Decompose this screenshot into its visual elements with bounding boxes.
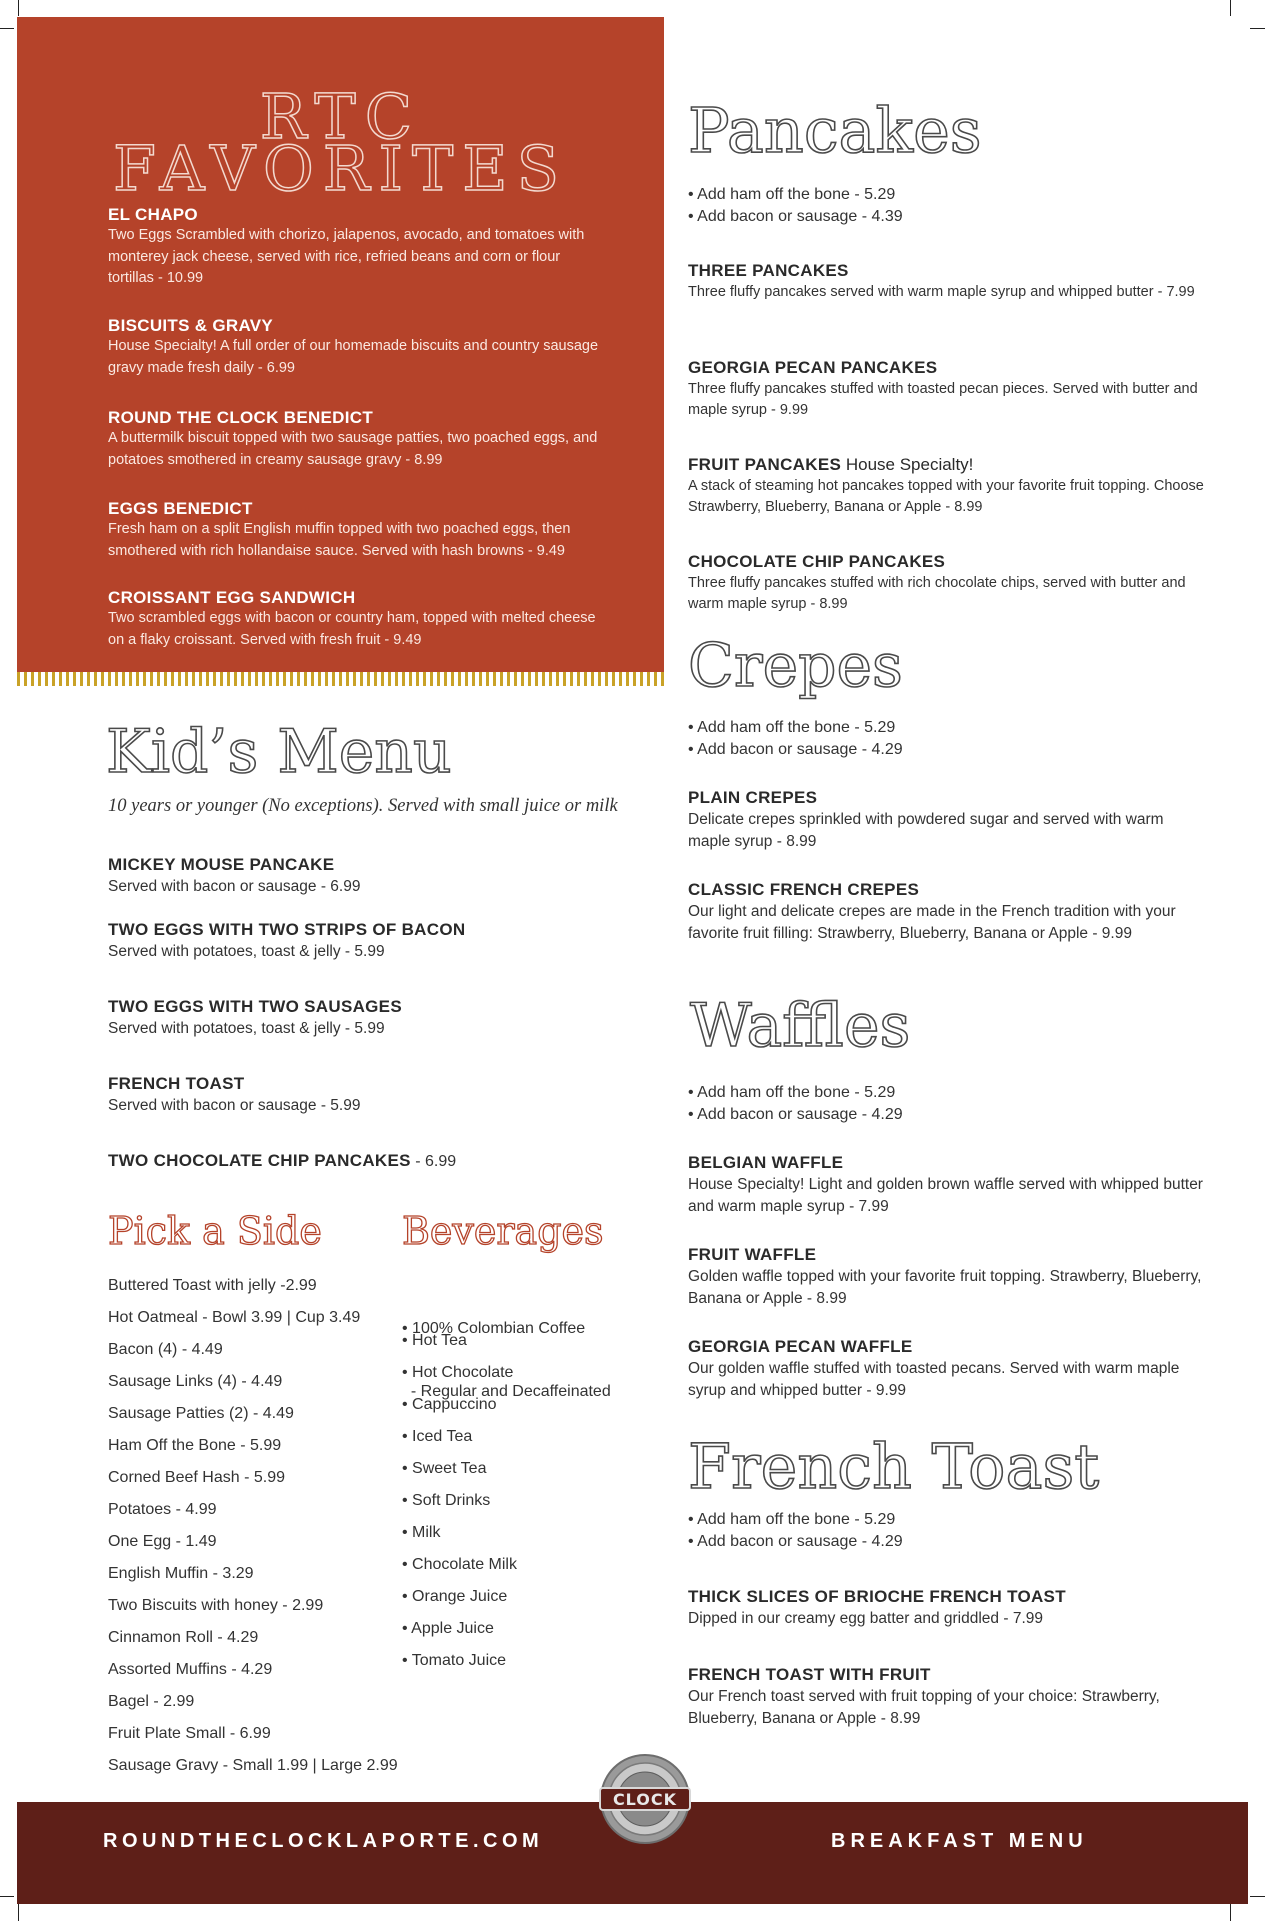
beverage-item: • Hot Tea (402, 1332, 467, 1349)
menu-label: BREAKFAST MENU (831, 1830, 1088, 1852)
sides-title: Pick a Side (108, 1209, 322, 1253)
item-description: Our light and delicate crepes are made in the French tradition with your favorite fruit filling: Strawberry, Blueberry, Banana or Apple - 9.99 (688, 903, 1176, 942)
side-item: Potatoes - 4.99 (108, 1501, 217, 1518)
item-description: House Specialty! Light and golden brown waffle served with whipped butter and warm maple syrup - 7.99 (688, 1176, 1203, 1215)
favorites-title-line2: FAVORITES (112, 132, 569, 205)
side-item: Corned Beef Hash - 5.99 (108, 1469, 285, 1486)
item-description: Served with bacon or sausage - 6.99 (108, 878, 361, 895)
beverage-item: • Orange Juice (402, 1588, 508, 1605)
crop-mark (1230, 0, 1231, 16)
round-the-clock-logo (590, 1752, 700, 1846)
item-description: Golden waffle topped with your favorite fruit topping. Strawberry, Blueberry, Banana or Apple - 8.99 (688, 1268, 1202, 1307)
pancake-item (688, 454, 1208, 518)
item-name: FRENCH TOAST (108, 1074, 245, 1093)
kids-menu-title: Kid’s Menu (106, 717, 452, 787)
kids-menu-note: 10 years or younger (No exceptions). Served with small juice or milk (108, 796, 618, 816)
logo-text: CLOCK (612, 1790, 678, 1809)
side-item: Bacon (4) - 4.49 (108, 1341, 223, 1358)
item-price: - 6.99 (410, 1153, 457, 1170)
addon-line: • Add bacon or sausage - 4.29 (688, 1106, 903, 1123)
item-tag: House Specialty! (841, 455, 974, 474)
item-name-row (688, 454, 1208, 476)
addon-line: • Add ham off the bone - 5.29 (688, 1084, 896, 1101)
crepe-item (688, 879, 1213, 945)
side-item: One Egg - 1.49 (108, 1533, 217, 1550)
item-description: House Specialty! A full order of our homemade biscuits and country sausage gravy made fresh daily - 6.99 (108, 338, 599, 376)
item-name: TWO CHOCOLATE CHIP PANCAKES (108, 1151, 411, 1170)
crop-mark (1250, 1896, 1265, 1897)
waffle-item (688, 1336, 1208, 1402)
item-description: A buttermilk biscuit topped with two sausage patties, two poached eggs, and potatoes smothered in creamy sausage gravy - 8.99 (108, 430, 598, 468)
beverages-list (402, 1330, 517, 1682)
kids-item (108, 1073, 668, 1117)
item-name: CROISSANT EGG SANDWICH (108, 588, 356, 607)
crop-mark (0, 1896, 14, 1897)
pancake-item (688, 260, 1208, 303)
side-item: Sausage Gravy - Small 1.99 | Large 2.99 (108, 1757, 398, 1774)
item-description: Fresh ham on a split English muffin topped with two poached eggs, then smothered with rich hollandaise sauce. Served with hash browns - 9.49 (108, 521, 571, 559)
addon-line: • Add bacon or sausage - 4.29 (688, 1533, 903, 1550)
side-item: Assorted Muffins - 4.29 (108, 1661, 273, 1678)
item-name: TWO EGGS WITH TWO STRIPS OF BACON (108, 920, 466, 939)
item-name: PLAIN CREPES (688, 788, 818, 807)
item-description: Three fluffy pancakes stuffed with toasted pecan pieces. Served with butter and maple syrup - 9.99 (688, 381, 1198, 418)
item-description: Served with potatoes, toast & jelly - 5.99 (108, 1020, 385, 1037)
pancakes-addons (688, 184, 903, 228)
crop-mark (18, 0, 19, 16)
item-name: FRUIT PANCAKES (688, 455, 842, 474)
item-description: Two Eggs Scrambled with chorizo, jalapenos, avocado, and tomatoes with monterey jack cheese, served with rice, refried beans and corn or flour tortillas - 10.99 (108, 227, 585, 286)
item-name: THICK SLICES OF BRIOCHE FRENCH TOAST (688, 1587, 1066, 1606)
kids-item (108, 854, 668, 898)
kids-item (108, 1150, 456, 1173)
item-description: Served with bacon or sausage - 5.99 (108, 1097, 361, 1114)
french-toast-addons (688, 1509, 903, 1553)
website-link[interactable]: ROUNDTHECLOCKLAPORTE.COM (103, 1830, 544, 1852)
favorite-item (108, 499, 608, 562)
item-description: Three fluffy pancakes stuffed with rich chocolate chips, served with butter and warm maple syrup - 8.99 (688, 575, 1186, 612)
addon-line: • Add bacon or sausage - 4.29 (688, 741, 903, 758)
addon-line: • Add ham off the bone - 5.29 (688, 1511, 896, 1528)
item-name: GEORGIA PECAN PANCAKES (688, 358, 938, 377)
waffle-item (688, 1244, 1208, 1310)
addon-line: • Add ham off the bone - 5.29 (688, 186, 896, 203)
favorite-item (108, 588, 608, 651)
beverage-item: • Soft Drinks (402, 1492, 491, 1509)
side-item: Buttered Toast with jelly -2.99 (108, 1277, 317, 1294)
item-name: CLASSIC FRENCH CREPES (688, 880, 920, 899)
crop-mark (1250, 28, 1265, 29)
crepe-item (688, 787, 1208, 853)
item-description: Dipped in our creamy egg batter and griddled - 7.99 (688, 1610, 1043, 1627)
kids-item (108, 996, 668, 1040)
side-item: Bagel - 2.99 (108, 1693, 195, 1710)
addon-line: • Add ham off the bone - 5.29 (688, 719, 896, 736)
french-toast-item (688, 1664, 1208, 1730)
sides-list (108, 1270, 398, 1782)
pancakes-title: Pancakes (688, 94, 982, 167)
item-description: A stack of steaming hot pancakes topped with your favorite fruit topping. Choose Strawberry, Blueberry, Banana or Apple - 8.99 (688, 478, 1204, 515)
crepes-addons (688, 717, 903, 761)
item-name: BISCUITS & GRAVY (108, 316, 274, 335)
favorites-fringe (17, 672, 664, 686)
item-name: FRENCH TOAST WITH FRUIT (688, 1665, 931, 1684)
side-item: Sausage Patties (2) - 4.49 (108, 1405, 294, 1422)
item-name: THREE PANCAKES (688, 261, 849, 280)
favorites-title-line1: RTC (259, 80, 422, 153)
item-name: EGGS BENEDICT (108, 499, 253, 518)
pancake-item (688, 551, 1208, 615)
side-item: Two Biscuits with honey - 2.99 (108, 1597, 324, 1614)
crepes-title: Crepes (688, 631, 903, 701)
beverages-title: Beverages (402, 1209, 604, 1253)
beverage-item: • Tomato Juice (402, 1652, 507, 1669)
french-toast-item (688, 1586, 1208, 1630)
kids-item (108, 919, 668, 963)
crop-mark (0, 28, 14, 29)
beverage-item: • Iced Tea (402, 1428, 473, 1445)
item-name: FRUIT WAFFLE (688, 1245, 817, 1264)
crop-mark (1230, 1904, 1231, 1921)
favorite-item (108, 408, 608, 471)
beverage-item: • Apple Juice (402, 1620, 494, 1637)
item-description: Our golden waffle stuffed with toasted pecans. Served with warm maple syrup and whipped butter - 9.99 (688, 1360, 1180, 1399)
item-name: EL CHAPO (108, 205, 198, 224)
addon-line: • Add bacon or sausage - 4.39 (688, 208, 903, 225)
item-description: Served with potatoes, toast & jelly - 5.99 (108, 943, 385, 960)
side-item: Cinnamon Roll - 4.29 (108, 1629, 259, 1646)
crop-mark (18, 1904, 19, 1921)
side-item: Ham Off the Bone - 5.99 (108, 1437, 282, 1454)
beverage-item: • Hot Chocolate (402, 1364, 514, 1381)
item-name: CHOCOLATE CHIP PANCAKES (688, 552, 946, 571)
pancake-item (688, 357, 1208, 421)
item-name: TWO EGGS WITH TWO SAUSAGES (108, 997, 402, 1016)
favorite-item (108, 205, 608, 290)
french-toast-title: French Toast (688, 1430, 1100, 1503)
side-item: Sausage Links (4) - 4.49 (108, 1373, 283, 1390)
item-description: Our French toast served with fruit topping of your choice: Strawberry, Blueberry, Banana or Apple - 8.99 (688, 1688, 1160, 1727)
item-name: BELGIAN WAFFLE (688, 1153, 844, 1172)
side-item: Fruit Plate Small - 6.99 (108, 1725, 271, 1742)
waffles-title: Waffles (690, 991, 911, 1061)
item-description: Three fluffy pancakes served with warm maple syrup and whipped butter - 7.99 (688, 284, 1195, 300)
item-description: Delicate crepes sprinkled with powdered sugar and served with warm maple syrup - 8.99 (688, 811, 1164, 850)
item-name: MICKEY MOUSE PANCAKE (108, 855, 335, 874)
side-item: English Muffin - 3.29 (108, 1565, 254, 1582)
beverage-item: • Sweet Tea (402, 1460, 487, 1477)
item-name: GEORGIA PECAN WAFFLE (688, 1337, 913, 1356)
waffles-addons (688, 1082, 903, 1126)
waffle-item (688, 1152, 1208, 1218)
beverage-item: • Milk (402, 1524, 441, 1541)
beverage-line: • 100% Colombian Coffee (402, 1320, 586, 1337)
beverage-item: • Cappuccino (402, 1396, 497, 1413)
beverage-item: • Chocolate Milk (402, 1556, 517, 1573)
beverage-line: - Regular and Decaffeinated (402, 1383, 611, 1400)
item-description: Two scrambled eggs with bacon or country ham, topped with melted cheese on a flaky croissant. Served with fresh fruit - 9.49 (108, 610, 596, 648)
side-item: Hot Oatmeal - Bowl 3.99 | Cup 3.49 (108, 1309, 361, 1326)
favorite-item (108, 316, 608, 379)
item-name: ROUND THE CLOCK BENEDICT (108, 408, 374, 427)
